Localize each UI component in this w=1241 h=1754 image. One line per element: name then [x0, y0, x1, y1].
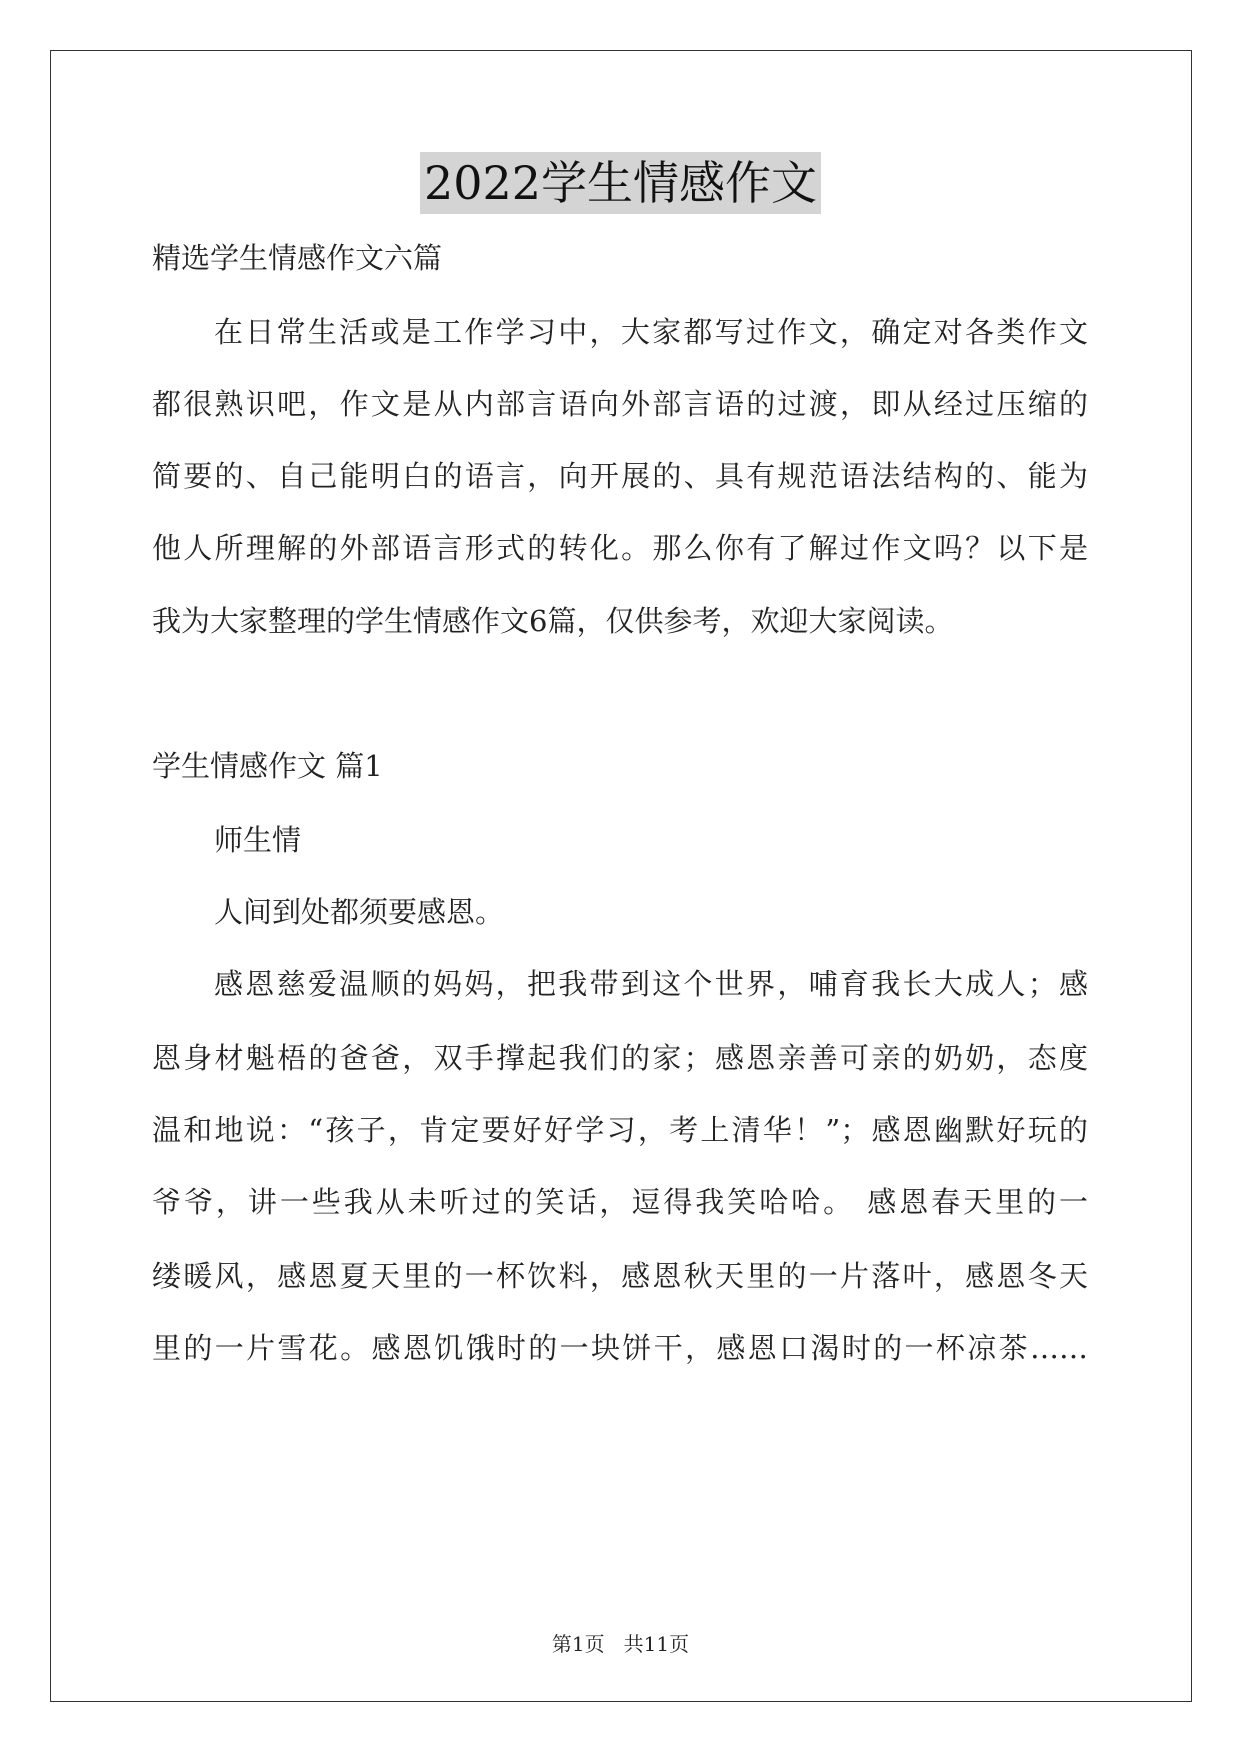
essay-body-line-3: 温和地说：“孩子，肯定要好好学习，考上清华！”；感恩幽默好玩的: [152, 1113, 1088, 1147]
essay-body-line-6: 里的一片雪花。感恩饥饿时的一块饼干，感恩口渴时的一杯凉茶……: [152, 1331, 1088, 1365]
essay-body-line-2: 恩身材魁梧的爸爸，双手撑起我们的家；感恩亲善可亲的奶奶，态度: [152, 1041, 1088, 1075]
section-heading: 学生情感作文 篇1: [152, 749, 383, 783]
title-container: [0, 152, 1241, 214]
page-border: [50, 50, 1192, 1702]
page-number-footer: 第1页 共11页: [551, 1632, 690, 1656]
document-subtitle: 精选学生情感作文六篇: [152, 241, 443, 275]
intro-line-2: 都很熟识吧，作文是从内部言语向外部言语的过渡，即从经过压缩的: [152, 387, 1088, 421]
essay-body-line-4: 爷爷，讲一些我从未听过的笑话，逗得我笑哈哈。 感恩春天里的一: [152, 1185, 1088, 1219]
intro-line-4: 他人所理解的外部语言形式的转化。那么你有了解过作文吗？以下是: [152, 531, 1088, 565]
intro-line-5: 我为大家整理的学生情感作文6篇，仅供参考，欢迎大家阅读。: [152, 604, 954, 638]
document-title: 2022学生情感作文: [420, 152, 821, 214]
essay-title: 师生情: [214, 823, 302, 857]
essay-body-line-1: 感恩慈爱温顺的妈妈，把我带到这个世界，哺育我长大成人；感: [214, 967, 1088, 1001]
intro-line-3: 简要的、自己能明白的语言，向开展的、具有规范语法结构的、能为: [152, 459, 1088, 493]
essay-first-line: 人间到处都须要感恩。: [214, 895, 505, 929]
essay-body-line-5: 缕暖风，感恩夏天里的一杯饮料，感恩秋天里的一片落叶，感恩冬天: [152, 1259, 1088, 1293]
intro-line-1: 在日常生活或是工作学习中，大家都写过作文，确定对各类作文: [214, 315, 1088, 349]
